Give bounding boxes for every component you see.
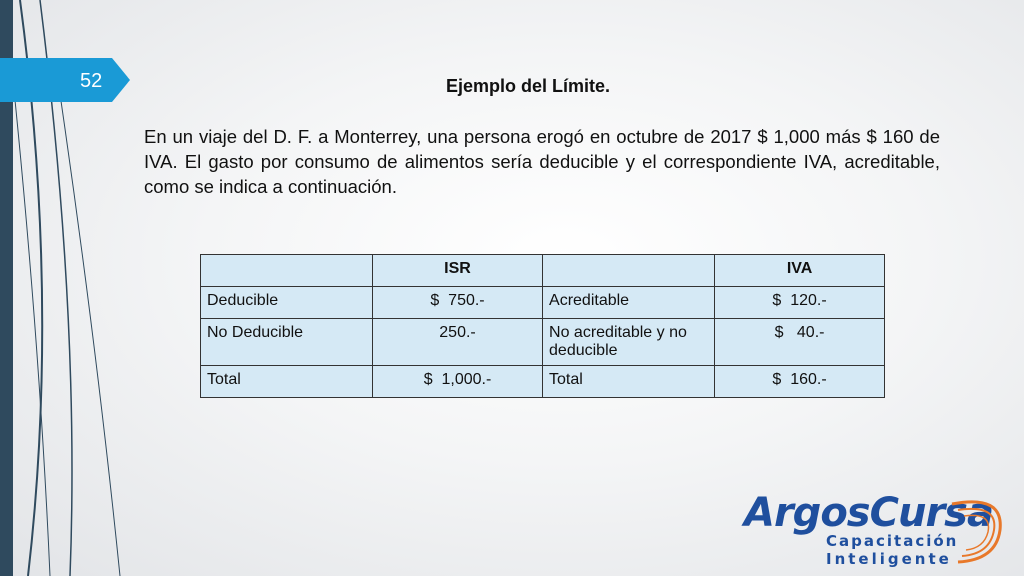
header-cell-iva: IVA xyxy=(715,255,885,287)
iva-label: Acreditable xyxy=(543,287,715,319)
table-row xyxy=(201,287,885,319)
argoscursa-logo xyxy=(744,490,1014,570)
logo-tagline-2: Inteligente xyxy=(826,550,952,568)
logo-swirl-icon xyxy=(944,494,1010,566)
row-label: Deducible xyxy=(201,287,373,319)
table-header-row xyxy=(201,255,885,287)
table-row xyxy=(201,366,885,398)
slide-title: Ejemplo del Límite. xyxy=(446,76,611,96)
header-cell xyxy=(543,255,715,287)
logo-tagline-1: Capacitación xyxy=(826,532,959,550)
page-number-tab xyxy=(0,58,130,102)
isr-value: $ 750.- xyxy=(373,287,543,319)
header-cell-isr: ISR xyxy=(373,255,543,287)
isr-value: $ 1,000.- xyxy=(373,366,543,398)
header-cell xyxy=(201,255,373,287)
iva-value: $ 120.- xyxy=(715,287,885,319)
isr-value: 250.- xyxy=(373,319,543,366)
logo-wordmark: ArgosCursa xyxy=(744,490,993,536)
page-number: 52 xyxy=(80,70,103,92)
iva-value: $ 160.- xyxy=(715,366,885,398)
row-label: Total xyxy=(201,366,373,398)
row-label: No Deducible xyxy=(201,319,373,366)
table-row xyxy=(201,319,885,366)
tax-table xyxy=(200,254,885,398)
slide-paragraph: En un viaje del D. F. a Monterrey, una persona erogó en octubre de 2017 $ 1,000 más $ 160 de IVA. El gasto por consumo de alimentos sería deducible y el correspondiente IVA, acreditable, como se indica a continuación. xyxy=(144,126,940,197)
iva-value: $ 40.- xyxy=(715,319,885,366)
iva-label: No acreditable y no deducible xyxy=(543,319,715,366)
iva-label: Total xyxy=(543,366,715,398)
